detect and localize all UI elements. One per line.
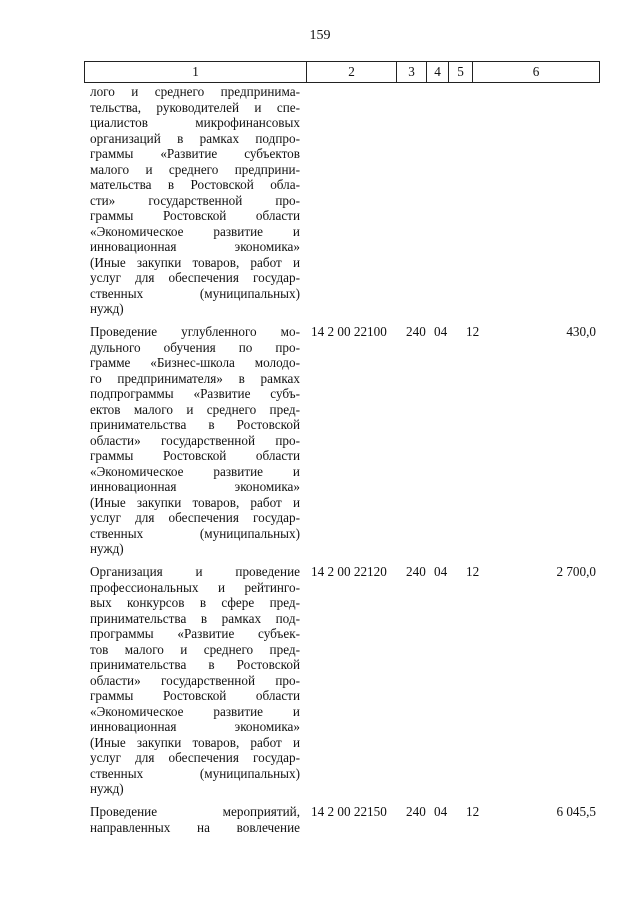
row-text-line: ственных (муниципальных) xyxy=(90,525,300,541)
table-header xyxy=(84,61,600,83)
row-text-line: мательства в Ростовской обла- xyxy=(90,177,300,192)
header-col-4: 4 xyxy=(427,62,449,82)
row-text-line: инновационная экономика» xyxy=(90,239,300,254)
row-text-line: (Иные закупки товаров, работ и xyxy=(90,494,300,510)
row-text-line: области» государственной про- xyxy=(90,432,300,448)
row-text-line: граммы «Развитие субъектов xyxy=(90,146,300,161)
row-text-line: (Иные закупки товаров, работ и xyxy=(90,734,300,750)
amount: 430,0 xyxy=(566,324,596,339)
row-text-line: подпрограммы «Развитие субъ- xyxy=(90,386,300,401)
header-col-2: 2 xyxy=(307,62,397,82)
row-text-line: программы «Развитие субъек- xyxy=(90,626,300,641)
row-text-line: нужд) xyxy=(90,301,124,316)
row-description xyxy=(90,324,300,557)
amount: 6 045,5 xyxy=(556,804,596,819)
row-description xyxy=(90,804,300,835)
row-text-line: вых конкурсов в сфере пред- xyxy=(90,595,300,610)
row-text-line: «Экономическое развитие и xyxy=(90,223,300,239)
row-text-line: услуг для обеспечения государ- xyxy=(90,750,300,765)
section-code: 04 xyxy=(434,324,448,339)
target-code: 14 2 00 22100 xyxy=(311,324,387,339)
row-text-line: граммы Ростовской области xyxy=(90,448,300,463)
row-text-line: граммы Ростовской области xyxy=(90,688,300,703)
row-text-line: тельства, руководителей и спе- xyxy=(90,99,300,115)
header-col-3: 3 xyxy=(397,62,427,82)
row-text-line: «Экономическое развитие и xyxy=(90,463,300,479)
expense-type: 240 xyxy=(406,804,426,819)
row-text-line: ектов малого и среднего пред- xyxy=(90,401,300,417)
row-text-line: го предпринимателя» в рамках xyxy=(90,370,300,386)
subsection-code: 12 xyxy=(466,324,480,339)
subsection-code: 12 xyxy=(466,804,480,819)
row-text-line: принимательства в рамках под- xyxy=(90,610,300,626)
section-code: 04 xyxy=(434,804,448,819)
row-text-line: инновационная экономика» xyxy=(90,719,300,734)
amount: 2 700,0 xyxy=(556,564,596,579)
row-text-line: организаций в рамках подпро- xyxy=(90,130,300,146)
target-code: 14 2 00 22120 xyxy=(311,564,387,579)
row-text-line: принимательства в Ростовской xyxy=(90,657,300,672)
row-text-line: циалистов микрофинансовых xyxy=(90,115,300,130)
row-text-line: граммы Ростовской области xyxy=(90,208,300,223)
row-text-line: области» государственной про- xyxy=(90,672,300,688)
row-text-line: дульного обучения по про- xyxy=(90,339,300,355)
row-text-line: малого и среднего предприни- xyxy=(90,161,300,177)
row-text-line: лого и среднего предпринима- xyxy=(90,84,300,99)
row-text-line: «Экономическое развитие и xyxy=(90,703,300,719)
row-text-line: ственных (муниципальных) xyxy=(90,765,300,781)
row-text-line: принимательства в Ростовской xyxy=(90,417,300,432)
row-text-line: ственных (муниципальных) xyxy=(90,285,300,301)
row-text-line: тов малого и среднего пред- xyxy=(90,641,300,657)
row-text-line: сти» государственной про- xyxy=(90,192,300,208)
row-text-line: инновационная экономика» xyxy=(90,479,300,494)
section-code: 04 xyxy=(434,564,448,579)
row-text-line: Проведение мероприятий, xyxy=(90,804,300,819)
row-text-line: нужд) xyxy=(90,781,124,796)
row-text-line: нужд) xyxy=(90,541,124,556)
row-text-line: Проведение углубленного мо- xyxy=(90,324,300,339)
header-col-6: 6 xyxy=(532,64,540,79)
row-text-line: услуг для обеспечения государ- xyxy=(90,270,300,285)
row-description xyxy=(90,564,300,797)
expense-type: 240 xyxy=(406,564,426,579)
row-text-line: профессиональных и рейтинго- xyxy=(90,579,300,595)
row-text-line: направленных на вовлечение xyxy=(90,819,300,835)
header-col-5: 5 xyxy=(449,62,473,82)
row-text-line: грамме «Бизнес-школа молодо- xyxy=(90,355,300,370)
expense-type: 240 xyxy=(406,324,426,339)
target-code: 14 2 00 22150 xyxy=(311,804,387,819)
row-text-line: услуг для обеспечения государ- xyxy=(90,510,300,525)
row-description xyxy=(90,84,300,317)
row-text-line: (Иные закупки товаров, работ и xyxy=(90,254,300,270)
header-col-1: 1 xyxy=(85,62,307,82)
page-number: 159 xyxy=(309,28,331,43)
subsection-code: 12 xyxy=(466,564,480,579)
row-text-line: Организация и проведение xyxy=(90,564,300,579)
